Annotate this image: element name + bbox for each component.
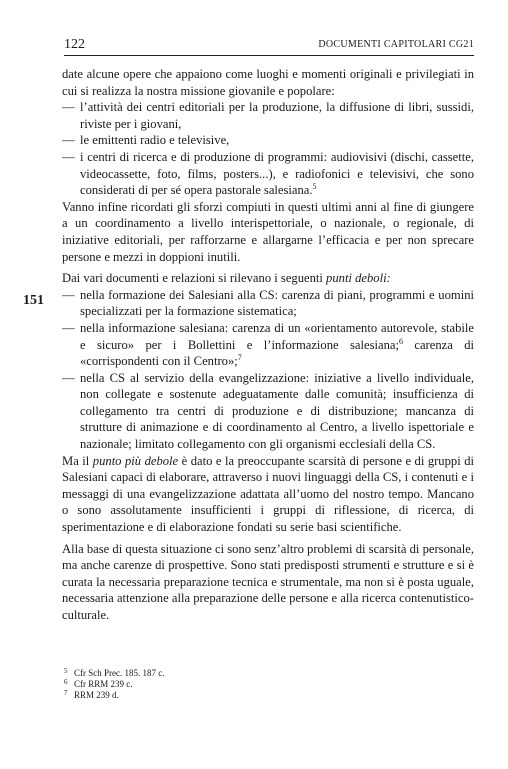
page-header [64,35,474,56]
body-text [62,66,474,624]
footnote-ref: 7 [237,353,242,363]
footnote-ref: 6 [398,336,403,346]
footnote: 6 Cfr RRM 239 c. [64,678,133,689]
section-lead: Dai vari documenti e relazioni si rilevano i seguenti punti deboli: [62,271,391,286]
closing-paragraph: Vanno infine ricordati gli sforzi compiuti in questi ultimi anni al fine di giungere a un coordinamento a livello interispettoriale, o nazionale, o regionale, di iniziative editoriali, per rafforzarne e allargarne l’efficacia e per non sprecare persone e mezzi in doppioni inutili. [62,199,474,264]
emphasis: punto più debole [92,453,179,468]
section-number: 151 [23,293,44,308]
footnote: 7 RRM 239 d. [64,689,119,700]
page-number: 122 [64,37,85,52]
footnotes [64,668,464,701]
weak-points-list [62,287,474,453]
intro-paragraph: date alcune opere che appaiono come luoghi e momenti originali e privilegiati in cui si realizza la nostra missione giovanile e popolare: [62,67,474,98]
weakest-point-paragraph: Ma il punto più debole è dato e la preoccupante scarsità di persone e di gruppi di Salesiani capaci di elaborare, attraverso i nuovi linguaggi della CS, i contenuti e i messaggi di una evangelizzazione adattata all’uomo del nostro tempo. Mancano o sono assolutamente insufficienti i gruppi di riflessione, di ricerca, di sperimentazione e di elaborazione fondati su serie basi scientifiche. [62,453,474,535]
final-paragraph: Alla base di questa situazione ci sono senz’altro problemi di scarsità di personale, ma anche carenze di prospettive. Sono stati predisposti strumenti e strutture e si è curata la necessaria preparazione tecnica e strumentale, ma non si è posta uguale, necessaria attenzione alla preparazione delle persone e alla ricerca contenutistico-culturale. [62,541,474,622]
list-item: — nella formazione dei Salesiani alla CS: carenza di piani, programmi e uomini specializzati per la formazione sistematica; [62,287,474,319]
emphasis: punti deboli: [326,271,391,286]
intro-list [62,99,474,199]
list-item: — nella CS al servizio della evangelizzazione: iniziative a livello individuale, non collegate e sostenute adeguatamente dalle comunità; insufficienza di collegamento tra centri di produzione e di distribuzione; mancanza di strutture di animazione e di coordinamento al Centro, a livello ispettoriale e nazionale; limitato collegamento con gli organismi ecclesiali della CS. [62,370,474,452]
footnote: 5 Cfr Sch Prec. 185. 187 c. [64,667,165,678]
list-item: — i centri di ricerca e di produzione di programmi: audiovisivi (dischi, cassette, videocassette, foto, films, posters...), e radiofonici e televisivi, che sono considerati di per sé opera pastorale salesiana.$^5$ [62,149,474,198]
running-title: DOCUMENTI CAPITOLARI CG21 [318,39,474,50]
list-item: — l’attività dei centri editoriali per la produzione, la diffusione di libri, sussidi, riviste per i giovani, [62,100,474,131]
footnote-ref: 5 [312,182,317,192]
list-item: — le emittenti radio e televisive, [62,133,230,148]
list-item: — nella informazione salesiana: carenza di un «orientamento autorevole, stabile e sicuro» per i Bollettini e l’informazione salesiana;$^6$ carenza di «corrispondenti con il Centro»;$^7$ [62,320,474,369]
